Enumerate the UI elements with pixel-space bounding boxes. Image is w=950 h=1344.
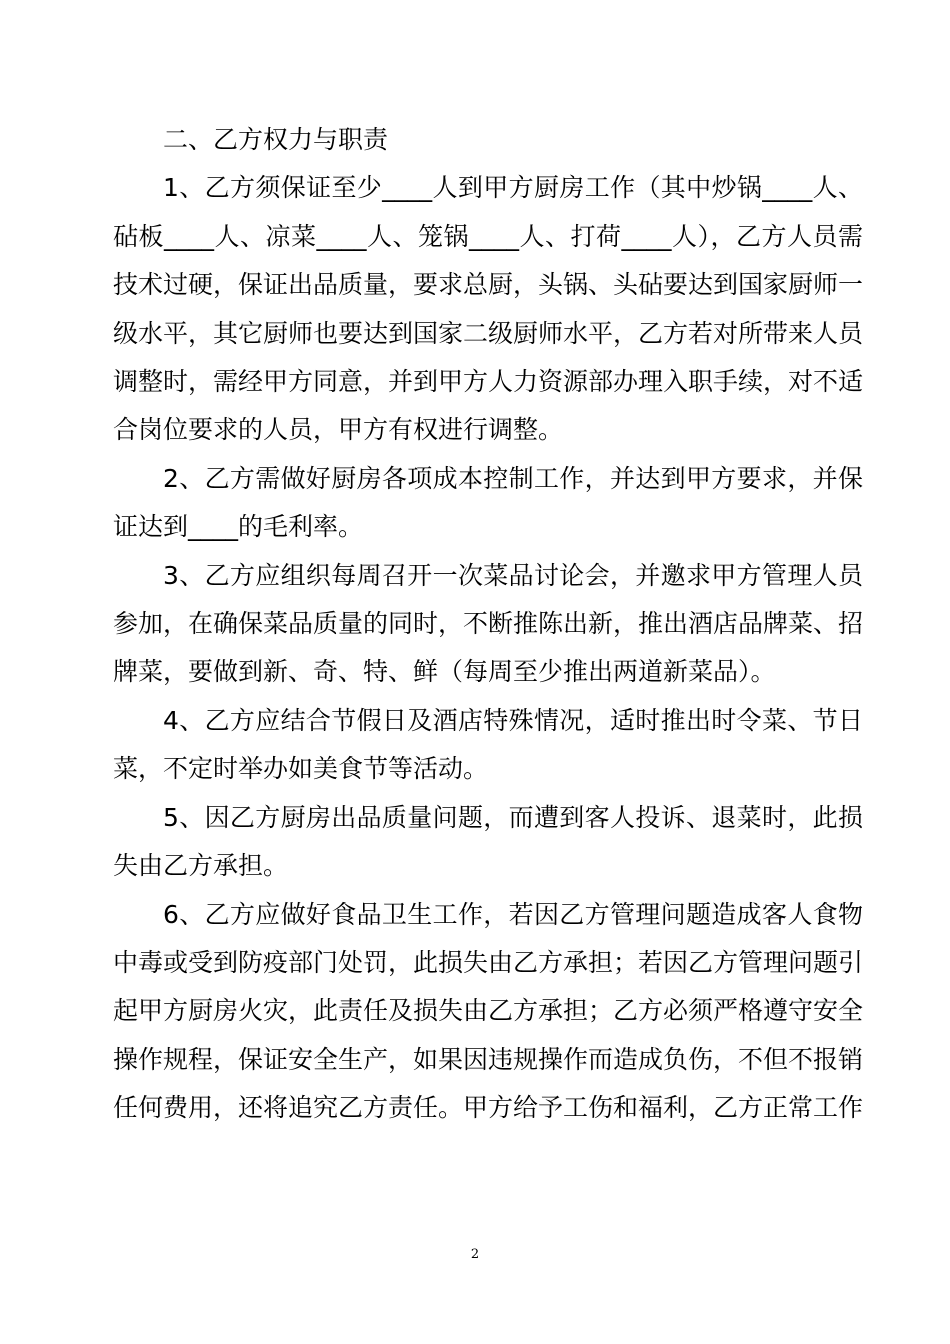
section-heading: 二、乙方权力与职责 [163, 125, 389, 154]
page-number: 2 [470, 1247, 480, 1262]
clause-3-paragraph: 3、乙方应组织每周召开一次菜品讨论会，并邀求甲方管理人员参加，在确保菜品质量的同时，不断推陈出新，推出酒店品牌菜、招牌菜，要做到新、奇、特、鲜（每周至少推出两道新菜品）。 [113, 560, 864, 687]
clause-2-paragraph: 2、乙方需做好厨房各项成本控制工作，并达到甲方要求，并保证达到____的毛利率。 [113, 463, 863, 542]
clause-1-paragraph: 1、乙方须保证至少____人到甲方厨房工作（其中炒锅____人、砧板____人、凉菜____人、笼锅____人、打荷____人），乙方人员需技术过硬，保证出品质量，要求总厨，头锅、头砧要达到国家厨师一级水平，其它厨师也要达到国家二级厨师水平，乙方若对所带来人员调整时，需经甲方同意，并到甲方人力资源部办理入职手续，对不适合岗位要求的人员，甲方有权进行调整。 [113, 173, 864, 445]
clause-5-paragraph: 5、因乙方厨房出品质量问题，而遭到客人投诉、退菜时，此损失由乙方承担。 [113, 802, 863, 881]
clause-6-paragraph: 6、乙方应做好食品卫生工作，若因乙方管理问题造成客人食物中毒或受到防疫部门处罚，此损失由乙方承担；若因乙方管理问题引起甲方厨房火灾，此责任及损失由乙方承担；乙方必须严格遵守安全操作规程，保证安全生产，如果因违规操作而造成负伤，不但不报销任何费用，还将追究乙方责任。甲方给予工伤和福利，乙方正常工作 [113, 899, 864, 1123]
clause-4-paragraph: 4、乙方应结合节假日及酒店特殊情况，适时推出时令菜、节日菜，不定时举办如美食节等活动。 [113, 705, 863, 784]
page-content [113, 116, 863, 1133]
